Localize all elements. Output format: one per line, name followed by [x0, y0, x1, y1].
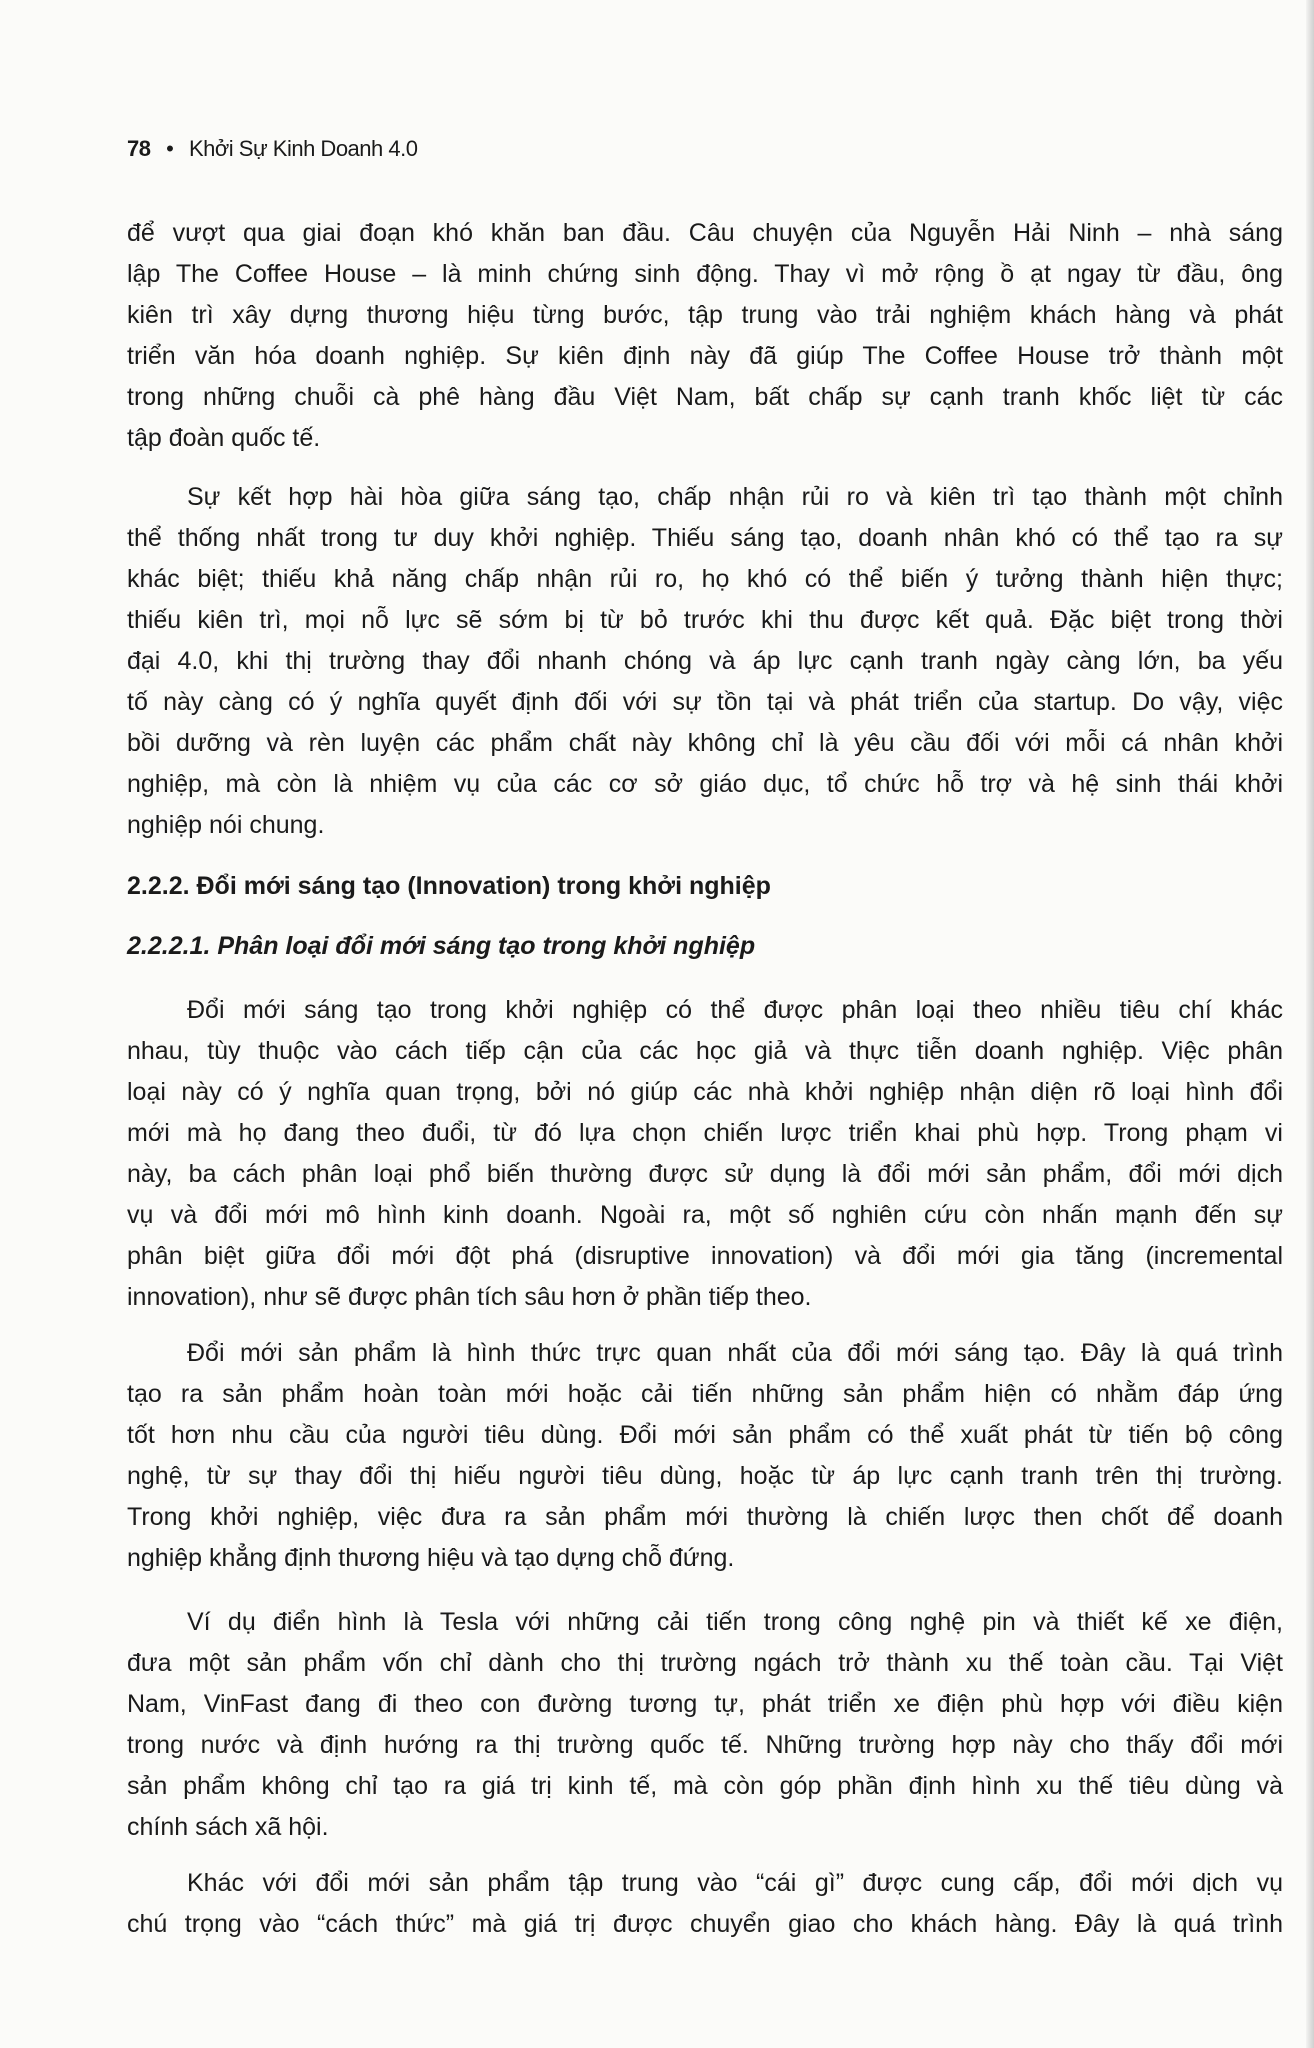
paragraph: [127, 1333, 1283, 1579]
paragraph: [127, 1602, 1283, 1848]
text-line: Ví dụ điển hình là Tesla với những cải tiến trong công nghệ pin và thiết kế xe điện,: [187, 1608, 1283, 1636]
text-line: sản phẩm không chỉ tạo ra giá trị kinh tế, mà còn góp phần định hình xu thế tiêu dùng và: [127, 1772, 1283, 1800]
text-line: chính sách xã hội.: [127, 1813, 329, 1841]
text-line: loại này có ý nghĩa quan trọng, bởi nó giúp các nhà khởi nghiệp nhận diện rõ loại hình đổi: [127, 1078, 1283, 1106]
text-line: Đổi mới sáng tạo trong khởi nghiệp có thể được phân loại theo nhiều tiêu chí khác: [187, 996, 1283, 1024]
header-bullet: •: [166, 136, 174, 161]
page-number: 78: [127, 136, 151, 161]
paragraph: [127, 1863, 1283, 1945]
paragraph: [127, 213, 1283, 459]
running-header: [127, 136, 417, 162]
text-line: Sự kết hợp hài hòa giữa sáng tạo, chấp nhận rủi ro và kiên trì tạo thành một chỉnh: [187, 483, 1283, 511]
text-line: đại 4.0, khi thị trường thay đổi nhanh chóng và áp lực cạnh tranh ngày càng lớn, ba yếu: [127, 647, 1283, 675]
text-line: kiên trì xây dựng thương hiệu từng bước, tập trung vào trải nghiệm khách hàng và phát: [127, 301, 1283, 329]
text-line: chú trọng vào “cách thức” mà giá trị được chuyển giao cho khách hàng. Đây là quá trình: [127, 1910, 1283, 1938]
text-line: tập đoàn quốc tế.: [127, 424, 321, 452]
text-line: lập The Coffee House – là minh chứng sinh động. Thay vì mở rộng ồ ạt ngay từ đầu, ông: [127, 260, 1283, 288]
text-line: này, ba cách phân loại phổ biến thường được sử dụng là đổi mới sản phẩm, đổi mới dịch: [127, 1160, 1283, 1188]
text-line: thể thống nhất trong tư duy khởi nghiệp. Thiếu sáng tạo, doanh nhân khó có thể tạo ra sự: [127, 524, 1283, 552]
paragraph: [127, 477, 1283, 846]
text-line: thiếu kiên trì, mọi nỗ lực sẽ sớm bị từ bỏ trước khi thu được kết quả. Đặc biệt trong thời: [127, 606, 1283, 634]
text-line: Đổi mới sản phẩm là hình thức trực quan nhất của đổi mới sáng tạo. Đây là quá trình: [187, 1339, 1283, 1367]
text-line: mới mà họ đang theo đuổi, từ đó lựa chọn chiến lược triển khai phù hợp. Trong phạm vi: [127, 1119, 1283, 1147]
book-title: Khởi Sự Kinh Doanh 4.0: [188, 136, 418, 161]
text-line: Nam, VinFast đang đi theo con đường tương tự, phát triển xe điện phù hợp với điều kiện: [127, 1690, 1283, 1718]
text-line: nghiệp khẳng định thương hiệu và tạo dựng chỗ đứng.: [127, 1544, 735, 1572]
text-line: nghiệp nói chung.: [127, 811, 325, 839]
page-edge: [1306, 0, 1314, 2048]
section-heading: 2.2.2. Đổi mới sáng tạo (Innovation) trong khởi nghiệp: [127, 872, 771, 900]
text-line: phân biệt giữa đổi mới đột phá (disruptive innovation) và đổi mới gia tăng (incremental: [127, 1242, 1283, 1270]
text-line: khác biệt; thiếu khả năng chấp nhận rủi ro, họ khó có thể biến ý tưởng thành hiện thực;: [127, 565, 1283, 593]
paragraph: [127, 990, 1283, 1318]
text-line: tố này càng có ý nghĩa quyết định đối với sự tồn tại và phát triển của startup. Do vậy, việc: [127, 688, 1283, 716]
text-line: trong những chuỗi cà phê hàng đầu Việt Nam, bất chấp sự cạnh tranh khốc liệt từ các: [127, 383, 1283, 411]
text-line: vụ và đổi mới mô hình kinh doanh. Ngoài ra, một số nghiên cứu còn nhấn mạnh đến sự: [127, 1201, 1283, 1229]
text-line: đưa một sản phẩm vốn chỉ dành cho thị trường ngách trở thành xu thế toàn cầu. Tại Việt: [127, 1649, 1283, 1677]
text-line: để vượt qua giai đoạn khó khăn ban đầu. Câu chuyện của Nguyễn Hải Ninh – nhà sáng: [127, 219, 1283, 247]
text-line: nghiệp, mà còn là nhiệm vụ của các cơ sở giáo dục, tổ chức hỗ trợ và hệ sinh thái khởi: [127, 770, 1283, 798]
text-line: innovation), như sẽ được phân tích sâu hơn ở phần tiếp theo.: [127, 1283, 812, 1311]
text-line: bồi dưỡng và rèn luyện các phẩm chất này không chỉ là yêu cầu đối với mỗi cá nhân khởi: [127, 729, 1283, 757]
subsection-heading: 2.2.2.1. Phân loại đổi mới sáng tạo trong khởi nghiệp: [127, 932, 756, 960]
text-line: Khác với đổi mới sản phẩm tập trung vào “cái gì” được cung cấp, đổi mới dịch vụ: [187, 1869, 1283, 1897]
text-line: nhau, tùy thuộc vào cách tiếp cận của các học giả và thực tiễn doanh nghiệp. Việc phân: [127, 1037, 1283, 1065]
text-line: nghệ, từ sự thay đổi thị hiếu người tiêu dùng, hoặc từ áp lực cạnh tranh trên thị trường.: [127, 1462, 1283, 1490]
text-line: trong nước và định hướng ra thị trường quốc tế. Những trường hợp này cho thấy đổi mới: [127, 1731, 1283, 1759]
text-line: tạo ra sản phẩm hoàn toàn mới hoặc cải tiến những sản phẩm hiện có nhằm đáp ứng: [127, 1380, 1283, 1408]
text-line: tốt hơn nhu cầu của người tiêu dùng. Đổi mới sản phẩm có thể xuất phát từ tiến bộ công: [127, 1421, 1283, 1449]
text-line: triển văn hóa doanh nghiệp. Sự kiên định này đã giúp The Coffee House trở thành một: [127, 342, 1283, 370]
text-line: Trong khởi nghiệp, việc đưa ra sản phẩm mới thường là chiến lược then chốt để doanh: [127, 1503, 1283, 1531]
